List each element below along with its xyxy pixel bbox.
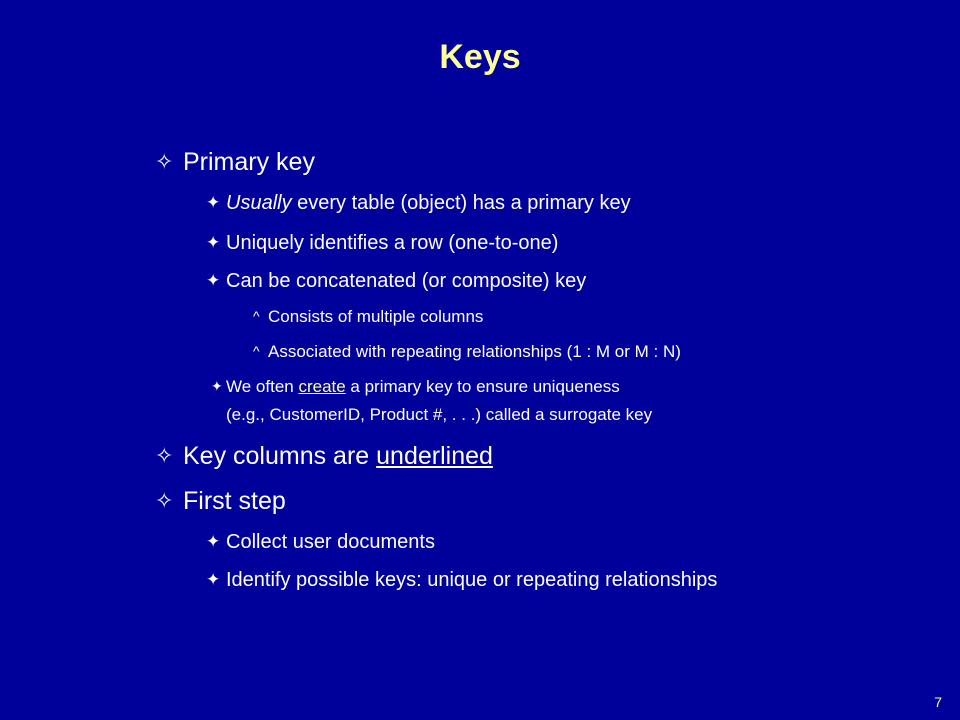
four-point-star-outline-icon: ✧ <box>155 488 174 513</box>
bullet-collect <box>206 531 435 554</box>
we-often-post: a primary key to ensure uniqueness <box>345 377 620 396</box>
bullet-we-often <box>211 377 620 397</box>
four-point-star-icon: ✦ <box>206 532 221 551</box>
uniquely-text: Uniquely identifies a row (one-to-one) <box>226 232 559 254</box>
we-often-pre: We often <box>226 377 299 396</box>
bullet-usually <box>206 192 631 215</box>
four-point-star-icon: ✦ <box>206 271 221 290</box>
bullet-first-step <box>155 487 286 516</box>
caret-icon: ^ <box>253 308 260 324</box>
consists-text: Consists of multiple columns <box>268 307 484 326</box>
bullet-identify <box>206 569 718 592</box>
key-columns-text: Key columns are <box>183 442 377 470</box>
bullet-uniquely <box>206 232 559 255</box>
first-step-label: First step <box>183 487 286 515</box>
surrogate-key-line <box>226 405 652 425</box>
four-point-star-icon: ✦ <box>206 570 221 589</box>
caret-icon: ^ <box>253 343 260 359</box>
usually-emphasis: Usually <box>226 192 292 214</box>
four-point-star-outline-icon: ✧ <box>155 443 174 468</box>
bullet-concatenated <box>206 270 587 293</box>
four-point-star-icon: ✦ <box>206 233 221 252</box>
usually-text: every table (object) has a primary key <box>291 192 631 214</box>
bullet-consists <box>253 307 484 327</box>
identify-text: Identify possible keys: unique or repeating relationships <box>226 569 718 591</box>
bullet-primary-key <box>155 148 315 177</box>
associated-text: Associated with repeating relationships (1 : M or M : N) <box>268 342 681 361</box>
bullet-key-columns <box>155 442 493 471</box>
bullet-associated <box>253 342 681 362</box>
create-word: create <box>298 377 346 396</box>
collect-text: Collect user documents <box>226 531 435 553</box>
primary-key-label: Primary key <box>183 148 315 176</box>
surrogate-key-text: (e.g., CustomerID, Product #, . . .) called a surrogate key <box>226 405 653 424</box>
concatenated-text: Can be concatenated (or composite) key <box>226 270 587 292</box>
slide-title: Keys <box>439 38 521 76</box>
four-point-star-outline-icon: ✧ <box>155 149 174 174</box>
four-point-star-icon: ✦ <box>211 378 223 394</box>
slide-number: 7 <box>934 694 942 710</box>
underlined-word: underlined <box>376 442 493 470</box>
four-point-star-icon: ✦ <box>206 193 221 212</box>
